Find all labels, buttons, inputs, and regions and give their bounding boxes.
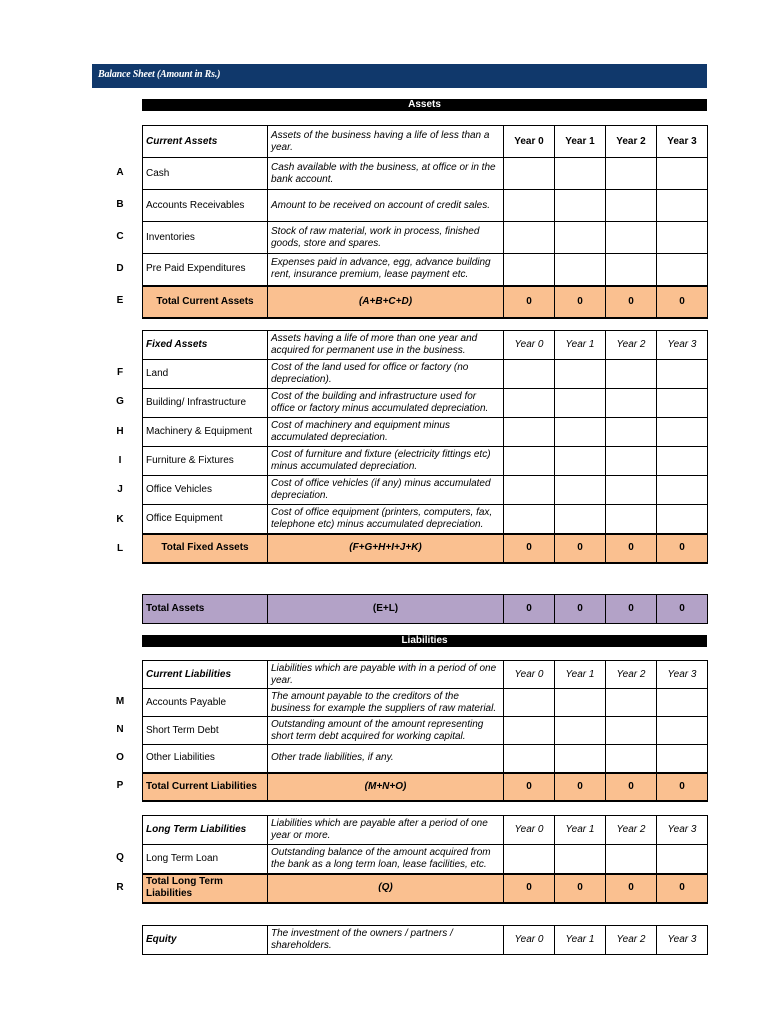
total-value: 0	[606, 773, 657, 801]
current-assets-heading: Current Assets	[143, 126, 268, 158]
value-cell[interactable]	[504, 505, 555, 534]
long-term-liabilities-table	[142, 815, 708, 904]
total-fixed-assets-row	[143, 534, 708, 563]
row-description: Outstanding balance of the amount acquired from the bank as a long term loan, lease facilities, etc.	[268, 845, 504, 874]
row-label: Cash	[143, 158, 268, 190]
value-cell[interactable]	[555, 158, 606, 190]
value-cell[interactable]	[606, 745, 657, 773]
value-cell[interactable]	[606, 389, 657, 418]
row-letter: P	[116, 780, 124, 791]
row-letter: D	[116, 263, 124, 274]
row-label: Office Equipment	[143, 505, 268, 534]
value-cell[interactable]	[555, 717, 606, 745]
long-term-liabilities-header-row	[143, 816, 708, 845]
liabilities-section-header: Liabilities	[142, 635, 707, 647]
row-description: Cost of the building and infrastructure used for office or factory minus accumulated depreciation.	[268, 389, 504, 418]
year-0-header: Year 0	[504, 926, 555, 955]
value-cell[interactable]	[504, 447, 555, 476]
value-cell[interactable]	[657, 505, 708, 534]
value-cell[interactable]	[504, 845, 555, 874]
year-1-header: Year 1	[555, 126, 606, 158]
balance-sheet-title: Balance Sheet (Amount in Rs.)	[98, 69, 221, 80]
value-cell[interactable]	[606, 418, 657, 447]
total-label: Total Current Assets	[143, 286, 268, 318]
row-letter: E	[116, 295, 124, 306]
total-label: Total Fixed Assets	[143, 534, 268, 563]
row-description: Cost of the land used for office or factory (no depreciation).	[268, 360, 504, 389]
current-liabilities-header-row	[143, 661, 708, 689]
year-1-header: Year 1	[555, 816, 606, 845]
row-label: Short Term Debt	[143, 717, 268, 745]
value-cell[interactable]	[657, 476, 708, 505]
table-row	[143, 389, 708, 418]
table-row	[143, 447, 708, 476]
total-formula: (E+L)	[268, 595, 504, 624]
year-3-header: Year 3	[657, 661, 708, 689]
value-cell[interactable]	[504, 254, 555, 286]
row-letter: R	[116, 882, 124, 893]
row-description: Cash available with the business, at office or in the bank account.	[268, 158, 504, 190]
row-description: Cost of office vehicles (if any) minus accumulated depreciation.	[268, 476, 504, 505]
row-description: Other trade liabilities, if any.	[268, 745, 504, 773]
total-label: Total Current Liabilities	[143, 773, 268, 801]
total-value: 0	[606, 286, 657, 318]
year-0-header: Year 0	[504, 331, 555, 360]
value-cell[interactable]	[555, 845, 606, 874]
equity-description: The investment of the owners / partners / shareholders.	[268, 926, 504, 955]
total-value: 0	[657, 874, 708, 903]
value-cell[interactable]	[606, 689, 657, 717]
value-cell[interactable]	[606, 190, 657, 222]
fixed-assets-description: Assets having a life of more than one year and acquired for permanent use in the business.	[268, 331, 504, 360]
row-label: Pre Paid Expenditures	[143, 254, 268, 286]
row-letter: C	[116, 231, 124, 242]
year-3-header: Year 3	[657, 126, 708, 158]
value-cell[interactable]	[555, 447, 606, 476]
value-cell[interactable]	[504, 158, 555, 190]
year-0-header: Year 0	[504, 816, 555, 845]
total-label: Total Assets	[143, 595, 268, 624]
row-letter: M	[115, 696, 125, 707]
table-row	[143, 190, 708, 222]
current-liabilities-heading: Current Liabilities	[143, 661, 268, 689]
long-term-liabilities-heading: Long Term Liabilities	[143, 816, 268, 845]
total-formula: (F+G+H+I+J+K)	[268, 534, 504, 563]
row-description: Stock of raw material, work in process, finished goods, store and spares.	[268, 222, 504, 254]
total-value: 0	[504, 874, 555, 903]
value-cell[interactable]	[504, 222, 555, 254]
row-label: Machinery & Equipment	[143, 418, 268, 447]
value-cell[interactable]	[555, 418, 606, 447]
table-row	[143, 745, 708, 773]
table-row	[143, 222, 708, 254]
value-cell[interactable]	[657, 845, 708, 874]
total-value: 0	[504, 286, 555, 318]
year-0-header: Year 0	[504, 126, 555, 158]
total-value: 0	[555, 595, 606, 624]
row-label: Land	[143, 360, 268, 389]
total-formula: (A+B+C+D)	[268, 286, 504, 318]
row-label: Accounts Receivables	[143, 190, 268, 222]
total-formula: (M+N+O)	[268, 773, 504, 801]
row-label: Long Term Loan	[143, 845, 268, 874]
year-2-header: Year 2	[606, 816, 657, 845]
total-value: 0	[657, 286, 708, 318]
total-long-term-liabilities-row	[143, 874, 708, 903]
total-value: 0	[555, 874, 606, 903]
row-letter: H	[116, 426, 124, 437]
value-cell[interactable]	[504, 745, 555, 773]
row-letter: G	[116, 396, 124, 407]
value-cell[interactable]	[555, 389, 606, 418]
year-2-header: Year 2	[606, 661, 657, 689]
row-label: Other Liabilities	[143, 745, 268, 773]
row-description: The amount payable to the creditors of the business for example the suppliers of raw material.	[268, 689, 504, 717]
row-label: Building/ Infrastructure	[143, 389, 268, 418]
value-cell[interactable]	[657, 254, 708, 286]
total-value: 0	[606, 595, 657, 624]
value-cell[interactable]	[504, 190, 555, 222]
value-cell[interactable]	[555, 476, 606, 505]
year-3-header: Year 3	[657, 331, 708, 360]
total-value: 0	[504, 595, 555, 624]
balance-sheet-title-bar	[92, 64, 707, 88]
value-cell[interactable]	[504, 717, 555, 745]
value-cell[interactable]	[555, 190, 606, 222]
value-cell[interactable]	[657, 360, 708, 389]
value-cell[interactable]	[555, 254, 606, 286]
total-value: 0	[657, 534, 708, 563]
year-1-header: Year 1	[555, 661, 606, 689]
value-cell[interactable]	[606, 158, 657, 190]
current-liabilities-table	[142, 660, 708, 802]
current-assets-description: Assets of the business having a life of less than a year.	[268, 126, 504, 158]
row-label: Accounts Payable	[143, 689, 268, 717]
current-assets-header-row	[143, 126, 708, 158]
total-value: 0	[504, 534, 555, 563]
value-cell[interactable]	[657, 447, 708, 476]
value-cell[interactable]	[657, 158, 708, 190]
row-letter: I	[118, 455, 122, 466]
value-cell[interactable]	[504, 689, 555, 717]
total-assets-table	[142, 594, 708, 624]
row-letter: L	[116, 543, 124, 554]
row-description: Amount to be received on account of credit sales.	[268, 190, 504, 222]
value-cell[interactable]	[606, 476, 657, 505]
value-cell[interactable]	[504, 476, 555, 505]
table-row	[143, 689, 708, 717]
total-assets-row	[143, 595, 708, 624]
total-value: 0	[606, 874, 657, 903]
row-description: Cost of furniture and fixture (electricity fittings etc) minus accumulated depreciation.	[268, 447, 504, 476]
row-letter: A	[116, 167, 124, 178]
total-current-liabilities-row	[143, 773, 708, 801]
table-row	[143, 476, 708, 505]
row-description: Cost of machinery and equipment minus accumulated depreciation.	[268, 418, 504, 447]
value-cell[interactable]	[657, 222, 708, 254]
row-letter: B	[116, 199, 124, 210]
value-cell[interactable]	[657, 745, 708, 773]
fixed-assets-header-row	[143, 331, 708, 360]
row-label: Furniture & Fixtures	[143, 447, 268, 476]
value-cell[interactable]	[606, 505, 657, 534]
value-cell[interactable]	[504, 418, 555, 447]
total-value: 0	[555, 286, 606, 318]
current-liabilities-description: Liabilities which are payable with in a period of one year.	[268, 661, 504, 689]
table-row	[143, 254, 708, 286]
total-label: Total Long Term Liabilities	[143, 874, 268, 903]
value-cell[interactable]	[657, 389, 708, 418]
row-label: Office Vehicles	[143, 476, 268, 505]
value-cell[interactable]	[504, 360, 555, 389]
value-cell[interactable]	[606, 222, 657, 254]
value-cell[interactable]	[657, 190, 708, 222]
equity-heading: Equity	[143, 926, 268, 955]
value-cell[interactable]	[555, 689, 606, 717]
row-letter: J	[117, 484, 123, 495]
equity-table	[142, 925, 708, 955]
table-row	[143, 418, 708, 447]
table-row	[143, 360, 708, 389]
row-letter: N	[116, 724, 124, 735]
value-cell[interactable]	[606, 845, 657, 874]
table-row	[143, 717, 708, 745]
value-cell[interactable]	[657, 717, 708, 745]
year-3-header: Year 3	[657, 926, 708, 955]
row-letter: F	[116, 367, 124, 378]
value-cell[interactable]	[555, 505, 606, 534]
value-cell[interactable]	[606, 360, 657, 389]
fixed-assets-heading: Fixed Assets	[143, 331, 268, 360]
total-formula: (Q)	[268, 874, 504, 903]
row-letter: Q	[116, 852, 124, 863]
total-value: 0	[555, 773, 606, 801]
value-cell[interactable]	[606, 717, 657, 745]
row-description: Outstanding amount of the amount representing short term debt acquired for working capital.	[268, 717, 504, 745]
year-2-header: Year 2	[606, 126, 657, 158]
year-2-header: Year 2	[606, 331, 657, 360]
table-row	[143, 505, 708, 534]
assets-section-header: Assets	[142, 99, 707, 111]
year-2-header: Year 2	[606, 926, 657, 955]
value-cell[interactable]	[555, 360, 606, 389]
current-assets-table	[142, 125, 708, 319]
row-description: Cost of office equipment (printers, computers, fax, telephone etc) minus accumulated depreciation.	[268, 505, 504, 534]
year-0-header: Year 0	[504, 661, 555, 689]
value-cell[interactable]	[657, 689, 708, 717]
value-cell[interactable]	[504, 389, 555, 418]
value-cell[interactable]	[555, 745, 606, 773]
total-value: 0	[555, 534, 606, 563]
total-value: 0	[657, 773, 708, 801]
table-row	[143, 158, 708, 190]
row-label: Inventories	[143, 222, 268, 254]
year-1-header: Year 1	[555, 926, 606, 955]
fixed-assets-table	[142, 330, 708, 564]
year-3-header: Year 3	[657, 816, 708, 845]
total-value: 0	[504, 773, 555, 801]
table-row	[143, 845, 708, 874]
total-current-assets-row	[143, 286, 708, 318]
year-1-header: Year 1	[555, 331, 606, 360]
equity-header-row	[143, 926, 708, 955]
long-term-liabilities-description: Liabilities which are payable after a period of one year or more.	[268, 816, 504, 845]
row-letter: O	[116, 752, 124, 763]
total-value: 0	[606, 534, 657, 563]
total-value: 0	[657, 595, 708, 624]
row-letter: K	[116, 514, 124, 525]
value-cell[interactable]	[555, 222, 606, 254]
row-description: Expenses paid in advance, egg, advance building rent, insurance premium, lease payment etc.	[268, 254, 504, 286]
value-cell[interactable]	[606, 254, 657, 286]
value-cell[interactable]	[657, 418, 708, 447]
value-cell[interactable]	[606, 447, 657, 476]
